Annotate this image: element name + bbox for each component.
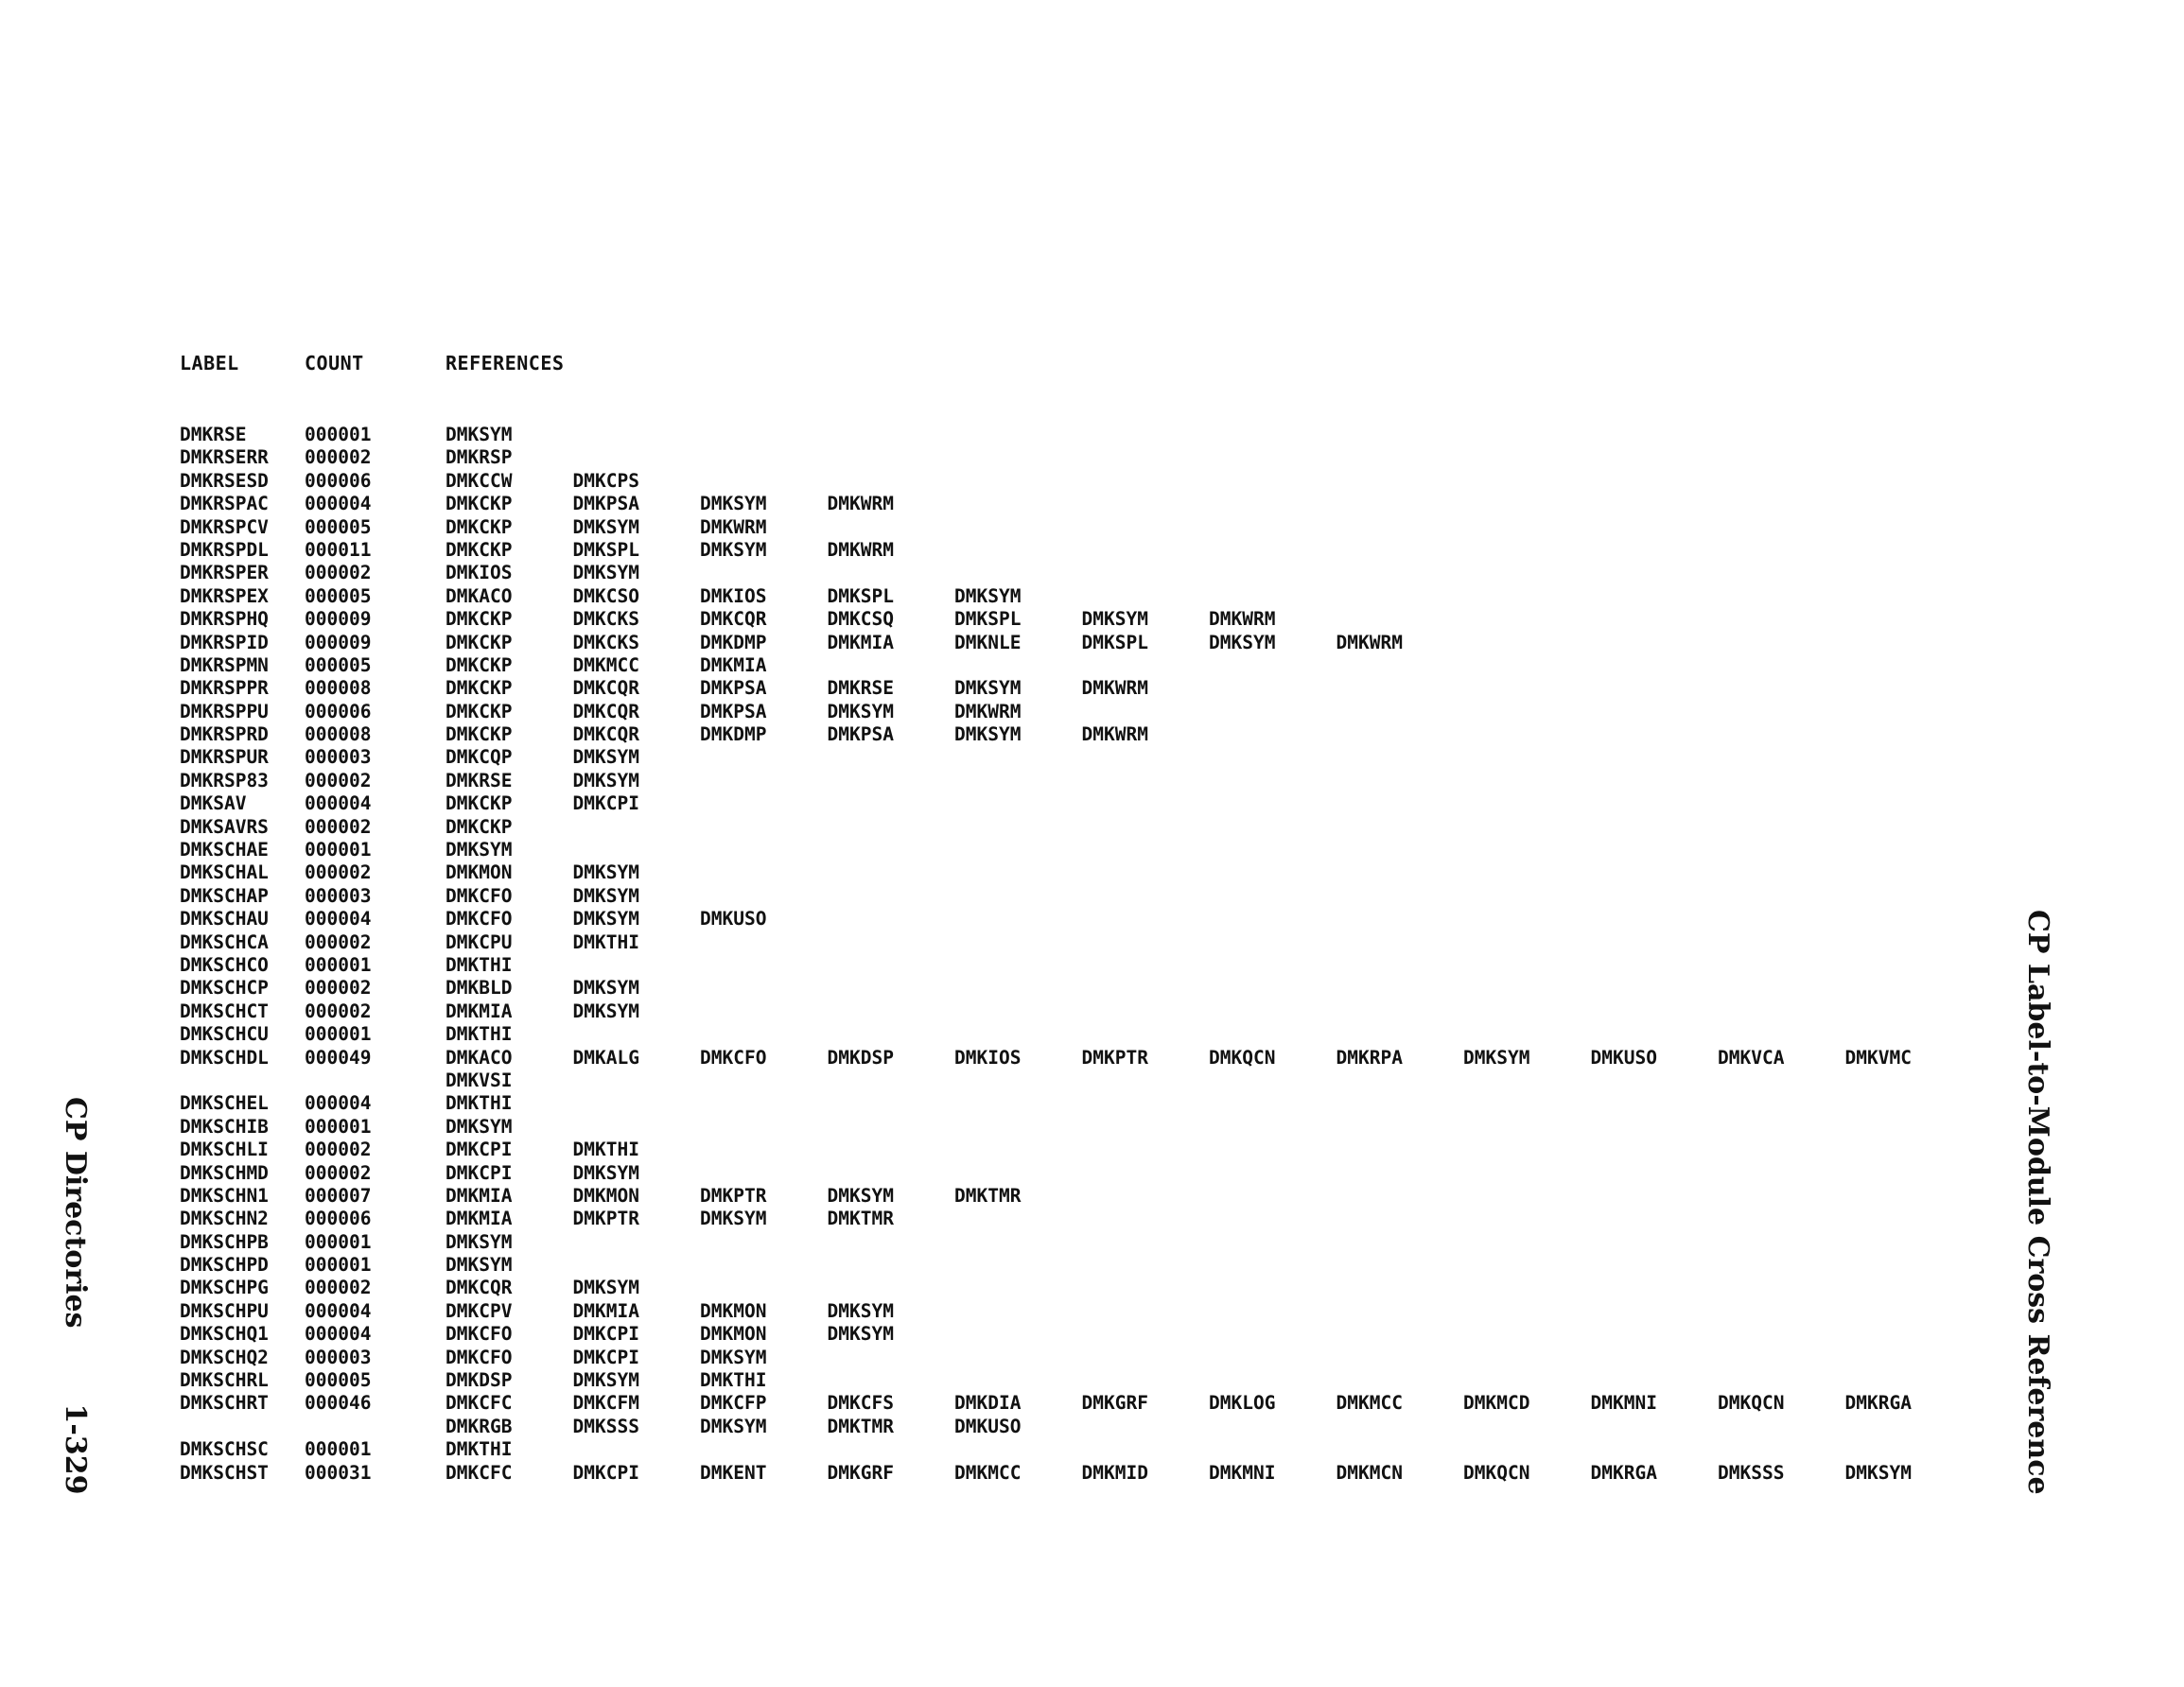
reference-module: DMKWRM [1209, 608, 1276, 631]
row-label: DMKSCHPB [180, 1230, 269, 1253]
row-count: 000002 [305, 1161, 372, 1184]
reference-module: DMKTHI [446, 1023, 513, 1046]
row-label: DMKSCHPG [180, 1277, 269, 1299]
reference-module: DMKTHI [572, 1139, 639, 1161]
reference-module: DMKSYM [446, 424, 513, 445]
reference-module: DMKCKP [446, 700, 513, 722]
reference-module: DMKMIA [446, 1208, 513, 1230]
reference-module: DMKMCC [954, 1461, 1022, 1484]
table-row [180, 539, 1977, 562]
reference-module: DMKUSO [1590, 1046, 1657, 1069]
reference-module: DMKUSO [954, 1415, 1022, 1437]
row-label: DMKSCHPU [180, 1299, 269, 1322]
reference-module: DMKSYM [572, 1161, 639, 1184]
table-row [180, 816, 1977, 839]
reference-module: DMKSYM [700, 1415, 767, 1437]
reference-module: DMKCKS [572, 608, 639, 631]
reference-module: DMKWRM [1336, 631, 1403, 653]
reference-module: DMKSPL [1081, 631, 1148, 653]
table-row [180, 1070, 1977, 1092]
reference-module: DMKPTR [700, 1184, 767, 1207]
reference-module: DMKSYM [1081, 608, 1148, 631]
table-row [180, 723, 1977, 746]
reference-module: DMKSYM [827, 1184, 894, 1207]
row-count: 000004 [305, 792, 372, 815]
reference-module: DMKRGB [446, 1415, 513, 1437]
reference-module: DMKLOG [1209, 1392, 1276, 1415]
row-label: DMKSCHQ1 [180, 1323, 269, 1346]
reference-module: DMKWRM [954, 700, 1022, 722]
row-count: 000005 [305, 515, 372, 538]
row-label: DMKRSPID [180, 631, 269, 653]
reference-module: DMKRGA [1844, 1392, 1912, 1415]
reference-module: DMKCCW [446, 469, 513, 492]
reference-module: DMKMIA [700, 653, 767, 676]
reference-module: DMKPSA [700, 700, 767, 722]
row-label: DMKSCHDL [180, 1046, 269, 1069]
reference-module: DMKSYM [446, 1115, 513, 1138]
row-count: 000002 [305, 1139, 372, 1161]
reference-module: DMKDMP [700, 631, 767, 653]
row-count: 000004 [305, 493, 372, 515]
table-row [180, 1369, 1977, 1392]
reference-module: DMKGRF [1081, 1392, 1148, 1415]
row-count: 000008 [305, 677, 372, 700]
references-column-header: REFERENCES [446, 352, 565, 374]
reference-module: DMKTHI [446, 953, 513, 976]
reference-module: DMKCKP [446, 653, 513, 676]
reference-module: DMKWRM [1081, 723, 1148, 746]
reference-module: DMKSYM [827, 700, 894, 722]
right-margin-title: CP Label-to-Module Cross Reference [2021, 910, 2054, 1495]
reference-module: DMKDIA [954, 1392, 1022, 1415]
label-column-header: LABEL [180, 352, 239, 374]
count-column-header: COUNT [305, 352, 364, 374]
row-label: DMKRSE [180, 424, 247, 445]
reference-module: DMKMON [700, 1323, 767, 1346]
reference-module: DMKCKP [446, 538, 513, 561]
reference-module: DMKTMR [827, 1415, 894, 1437]
reference-module: DMKSSS [572, 1415, 639, 1437]
reference-module: DMKTMR [954, 1184, 1022, 1207]
reference-module: DMKSYM [700, 493, 767, 515]
row-label: DMKSCHQ2 [180, 1346, 269, 1368]
row-label: DMKSCHLI [180, 1139, 269, 1161]
reference-module: DMKCPI [572, 1461, 639, 1484]
table-row [180, 632, 1977, 654]
table-row [180, 516, 1977, 539]
row-label: DMKRSPPR [180, 677, 269, 700]
reference-module: DMKDSP [446, 1369, 513, 1392]
reference-module: DMKSYM [572, 908, 639, 930]
row-label: DMKSCHCO [180, 953, 269, 976]
row-count: 000004 [305, 1299, 372, 1322]
table-row [180, 861, 1977, 884]
reference-module: DMKCKS [572, 631, 639, 653]
row-label: DMKRSPRD [180, 723, 269, 746]
row-label: DMKSCHRT [180, 1392, 269, 1415]
row-label: DMKRSPHQ [180, 608, 269, 631]
reference-module: DMKSPL [572, 538, 639, 561]
table-row [180, 1116, 1977, 1139]
row-count: 000002 [305, 815, 372, 838]
table-row [180, 954, 1977, 977]
reference-module: DMKMIA [446, 1184, 513, 1207]
row-count: 000005 [305, 1369, 372, 1392]
reference-module: DMKCFC [446, 1461, 513, 1484]
row-count: 000008 [305, 723, 372, 746]
row-count: 000031 [305, 1461, 372, 1484]
reference-module: DMKSYM [572, 977, 639, 1000]
reference-module: DMKCQR [700, 608, 767, 631]
row-count: 000009 [305, 631, 372, 653]
table-row [180, 1023, 1977, 1046]
reference-module: DMKDSP [827, 1046, 894, 1069]
reference-module: DMKCFO [446, 884, 513, 907]
cross-reference-table [180, 424, 1977, 1485]
row-count: 000004 [305, 908, 372, 930]
table-row [180, 493, 1977, 515]
reference-module: DMKCPU [446, 930, 513, 953]
reference-module: DMKDMP [700, 723, 767, 746]
reference-module: DMKUSO [700, 908, 767, 930]
reference-module: DMKCKP [446, 608, 513, 631]
row-label: DMKSCHPD [180, 1254, 269, 1277]
reference-module: DMKCPI [572, 1346, 639, 1368]
row-count: 000001 [305, 1023, 372, 1046]
reference-module: DMKVMC [1844, 1046, 1912, 1069]
reference-module: DMKCPI [446, 1161, 513, 1184]
reference-module: DMKCFO [700, 1046, 767, 1069]
row-label: DMKRSPCV [180, 515, 269, 538]
reference-module: DMKCFO [446, 1323, 513, 1346]
reference-module: DMKSSS [1718, 1461, 1785, 1484]
table-row [180, 677, 1977, 700]
reference-module: DMKMCD [1463, 1392, 1530, 1415]
reference-module: DMKMON [572, 1184, 639, 1207]
row-count: 000005 [305, 584, 372, 607]
reference-module: DMKVCA [1718, 1046, 1785, 1069]
row-label: DMKRSPAC [180, 493, 269, 515]
reference-module: DMKCKP [446, 631, 513, 653]
reference-module: DMKSYM [572, 769, 639, 791]
row-label: DMKSCHMD [180, 1161, 269, 1184]
reference-module: DMKCPS [572, 469, 639, 492]
reference-module: DMKCKP [446, 815, 513, 838]
reference-module: DMKCPI [572, 792, 639, 815]
reference-module: DMKSYM [572, 746, 639, 769]
table-row [180, 1254, 1977, 1277]
reference-module: DMKCFC [446, 1392, 513, 1415]
row-label: DMKSCHCT [180, 1000, 269, 1022]
reference-module: DMKTHI [572, 930, 639, 953]
table-row [180, 1092, 1977, 1115]
reference-module: DMKMON [700, 1299, 767, 1322]
reference-module: DMKCKP [446, 792, 513, 815]
reference-module: DMKALG [572, 1046, 639, 1069]
row-count: 000006 [305, 700, 372, 722]
row-label: DMKSAV [180, 792, 247, 815]
reference-module: DMKIOS [954, 1046, 1022, 1069]
reference-module: DMKCQR [572, 677, 639, 700]
row-count: 000004 [305, 1092, 372, 1115]
reference-module: DMKTHI [700, 1369, 767, 1392]
reference-module: DMKMIA [446, 1000, 513, 1022]
row-count: 000001 [305, 1438, 372, 1461]
row-label: DMKSCHCA [180, 930, 269, 953]
row-label: DMKRSPUR [180, 746, 269, 769]
reference-module: DMKMID [1081, 1461, 1148, 1484]
row-count: 000001 [305, 424, 372, 445]
reference-module: DMKCQR [446, 1277, 513, 1299]
row-count: 000006 [305, 1208, 372, 1230]
row-count: 000003 [305, 746, 372, 769]
reference-module: DMKRGA [1590, 1461, 1657, 1484]
row-count: 000002 [305, 562, 372, 584]
table-row [180, 1047, 1977, 1070]
reference-module: DMKMIA [572, 1299, 639, 1322]
table-row [180, 1438, 1977, 1461]
reference-module: DMKIOS [446, 562, 513, 584]
row-label: DMKSCHCP [180, 977, 269, 1000]
table-row [180, 424, 1977, 446]
reference-module: DMKQCN [1209, 1046, 1276, 1069]
reference-module: DMKWRM [827, 538, 894, 561]
reference-module: DMKPSA [827, 723, 894, 746]
row-label: DMKSCHAP [180, 884, 269, 907]
table-row [180, 1139, 1977, 1161]
table-row [180, 446, 1977, 469]
reference-module: DMKSYM [572, 861, 639, 884]
reference-module: DMKSYM [572, 1369, 639, 1392]
reference-module: DMKSYM [572, 1277, 639, 1299]
reference-module: DMKTHI [446, 1092, 513, 1115]
left-margin-caption [59, 1097, 92, 1494]
reference-module: DMKMNI [1209, 1461, 1276, 1484]
table-row [180, 1231, 1977, 1254]
table-row [180, 1277, 1977, 1299]
row-label: DMKSAVRS [180, 815, 269, 838]
reference-module: DMKWRM [1081, 677, 1148, 700]
table-row [180, 931, 1977, 954]
reference-module: DMKMIA [827, 631, 894, 653]
reference-module: DMKCKP [446, 515, 513, 538]
row-label: DMKSCHAE [180, 839, 269, 861]
table-row [180, 1300, 1977, 1323]
table-row [180, 1000, 1977, 1023]
row-count: 000002 [305, 861, 372, 884]
reference-module: DMKCSO [572, 584, 639, 607]
reference-module: DMKSYM [1463, 1046, 1530, 1069]
row-count: 000004 [305, 1323, 372, 1346]
table-row [180, 885, 1977, 908]
reference-module: DMKCFO [446, 1346, 513, 1368]
row-count: 000046 [305, 1392, 372, 1415]
reference-module: DMKCFO [446, 908, 513, 930]
reference-module: DMKSYM [572, 515, 639, 538]
table-row [180, 1185, 1977, 1208]
reference-module: DMKMCN [1336, 1461, 1403, 1484]
row-label: DMKSCHN2 [180, 1208, 269, 1230]
row-count: 000003 [305, 884, 372, 907]
row-count: 000002 [305, 930, 372, 953]
reference-module: DMKCFM [572, 1392, 639, 1415]
table-row [180, 908, 1977, 930]
reference-module: DMKSYM [700, 538, 767, 561]
reference-module: DMKCQR [572, 723, 639, 746]
section-title: CP Directories [59, 1097, 92, 1329]
reference-module: DMKCPI [446, 1139, 513, 1161]
reference-module: DMKSYM [446, 839, 513, 861]
table-row [180, 470, 1977, 493]
row-count: 000001 [305, 1254, 372, 1277]
reference-module: DMKPSA [700, 677, 767, 700]
row-label: DMKRSPEX [180, 584, 269, 607]
reference-module: DMKCPI [572, 1323, 639, 1346]
row-label: DMKSCHSC [180, 1438, 269, 1461]
reference-module: DMKCKP [446, 723, 513, 746]
row-label: DMKSCHAU [180, 908, 269, 930]
row-label: DMKSCHST [180, 1461, 269, 1484]
reference-module: DMKRSP [446, 446, 513, 469]
row-label: DMKSCHEL [180, 1092, 269, 1115]
table-row [180, 1392, 1977, 1415]
reference-module: DMKWRM [700, 515, 767, 538]
table-row [180, 701, 1977, 723]
table-row [180, 1162, 1977, 1185]
row-label: DMKSCHIB [180, 1115, 269, 1138]
reference-module: DMKSYM [827, 1323, 894, 1346]
row-count: 000001 [305, 953, 372, 976]
reference-module: DMKSYM [827, 1299, 894, 1322]
table-row [180, 654, 1977, 677]
row-count: 000002 [305, 769, 372, 791]
reference-module: DMKSYM [572, 884, 639, 907]
reference-module: DMKMCC [572, 653, 639, 676]
reference-module: DMKCFP [700, 1392, 767, 1415]
reference-module: DMKMON [446, 861, 513, 884]
reference-module: DMKMCC [1336, 1392, 1403, 1415]
table-row [180, 1462, 1977, 1485]
reference-module: DMKSYM [446, 1254, 513, 1277]
row-count: 000001 [305, 1230, 372, 1253]
reference-module: DMKRSE [827, 677, 894, 700]
row-label: DMKRSERR [180, 446, 269, 469]
table-row [180, 770, 1977, 792]
reference-module: DMKPTR [572, 1208, 639, 1230]
reference-module: DMKWRM [827, 493, 894, 515]
table-row [180, 562, 1977, 584]
reference-module: DMKQCN [1718, 1392, 1785, 1415]
reference-module: DMKCKP [446, 493, 513, 515]
reference-module: DMKNLE [954, 631, 1022, 653]
table-row [180, 1208, 1977, 1230]
row-count: 000001 [305, 1115, 372, 1138]
reference-module: DMKACO [446, 1046, 513, 1069]
row-count: 000011 [305, 538, 372, 561]
table-row [180, 608, 1977, 631]
reference-module: DMKQCN [1463, 1461, 1530, 1484]
page-number: 1-329 [59, 1403, 92, 1495]
row-count: 000002 [305, 1277, 372, 1299]
reference-module: DMKGRF [827, 1461, 894, 1484]
row-count: 000007 [305, 1184, 372, 1207]
row-label: DMKSCHAL [180, 861, 269, 884]
table-row [180, 1347, 1977, 1369]
row-label: DMKSCHCU [180, 1023, 269, 1046]
reference-module: DMKCQP [446, 746, 513, 769]
reference-module: DMKSYM [700, 1208, 767, 1230]
table-row [180, 1416, 1977, 1438]
reference-module: DMKRSE [446, 769, 513, 791]
reference-module: DMKCFS [827, 1392, 894, 1415]
row-label: DMKRSPDL [180, 538, 269, 561]
reference-module: DMKSPL [827, 584, 894, 607]
row-label: DMKSCHRL [180, 1369, 269, 1392]
table-row [180, 746, 1977, 769]
reference-module: DMKCKP [446, 677, 513, 700]
reference-module: DMKRPA [1336, 1046, 1403, 1069]
reference-module: DMKSYM [700, 1346, 767, 1368]
reference-module: DMKSYM [572, 562, 639, 584]
row-count: 000009 [305, 608, 372, 631]
row-label: DMKSCHN1 [180, 1184, 269, 1207]
reference-module: DMKVSI [446, 1069, 513, 1091]
reference-module: DMKBLD [446, 977, 513, 1000]
row-count: 000003 [305, 1346, 372, 1368]
row-label: DMKRSPPU [180, 700, 269, 722]
reference-module: DMKCQR [572, 700, 639, 722]
reference-module: DMKSYM [954, 677, 1022, 700]
reference-module: DMKMNI [1590, 1392, 1657, 1415]
reference-module: DMKPTR [1081, 1046, 1148, 1069]
table-row [180, 585, 1977, 608]
row-count: 000006 [305, 469, 372, 492]
reference-module: DMKENT [700, 1461, 767, 1484]
reference-module: DMKSYM [1209, 631, 1276, 653]
row-count: 000049 [305, 1046, 372, 1069]
reference-module: DMKSYM [1844, 1461, 1912, 1484]
reference-module: DMKIOS [700, 584, 767, 607]
reference-module: DMKTHI [446, 1438, 513, 1461]
row-count: 000001 [305, 839, 372, 861]
reference-module: DMKCSQ [827, 608, 894, 631]
reference-module: DMKSYM [572, 1000, 639, 1022]
reference-module: DMKTMR [827, 1208, 894, 1230]
reference-module: DMKACO [446, 584, 513, 607]
reference-module: DMKCPV [446, 1299, 513, 1322]
row-label: DMKRSP83 [180, 769, 269, 791]
reference-module: DMKSPL [954, 608, 1022, 631]
reference-module: DMKSYM [954, 584, 1022, 607]
row-count: 000002 [305, 1000, 372, 1022]
row-label: DMKRSPMN [180, 653, 269, 676]
reference-module: DMKSYM [954, 723, 1022, 746]
table-row [180, 792, 1977, 815]
reference-module: DMKSYM [446, 1230, 513, 1253]
table-row [180, 977, 1977, 1000]
row-label: DMKRSESD [180, 469, 269, 492]
table-row [180, 839, 1977, 861]
reference-module: DMKPSA [572, 493, 639, 515]
row-count: 000002 [305, 446, 372, 469]
row-label: DMKRSPER [180, 562, 269, 584]
table-row [180, 1323, 1977, 1346]
row-count: 000005 [305, 653, 372, 676]
row-count: 000002 [305, 977, 372, 1000]
